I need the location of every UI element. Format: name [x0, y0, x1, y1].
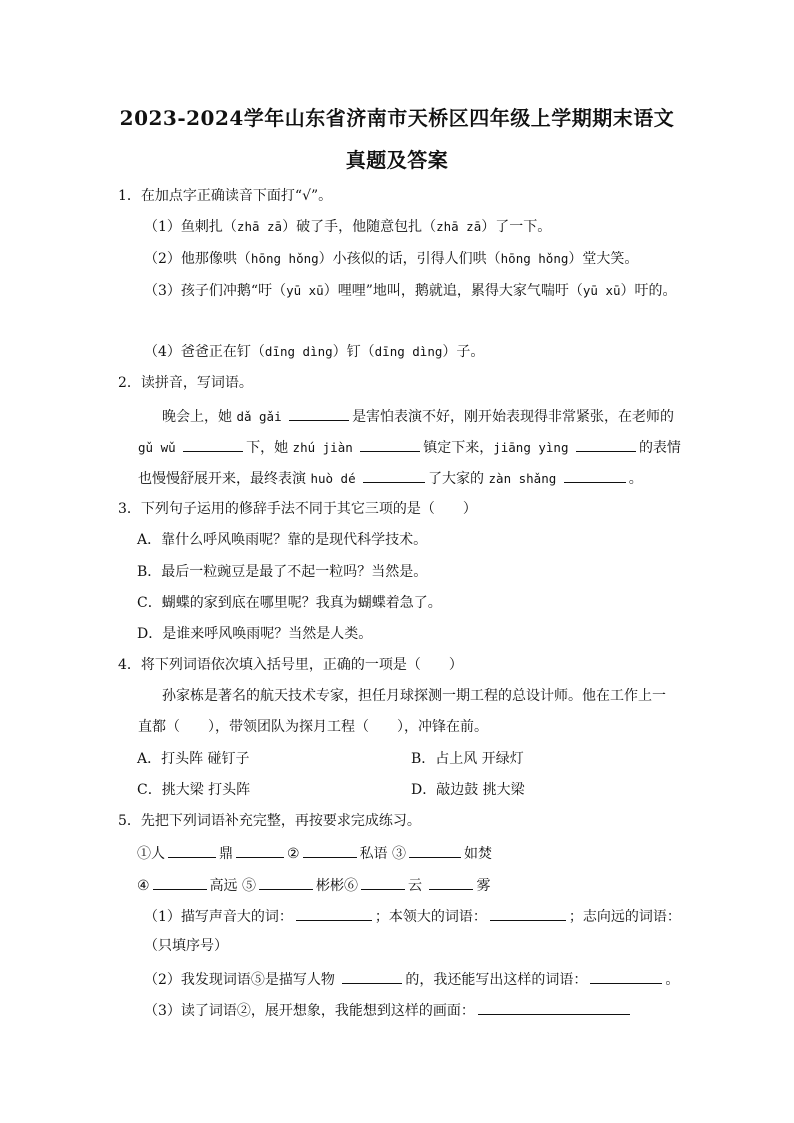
word-text: 雾 — [476, 878, 491, 894]
question-4-option-a[interactable]: A．打头阵 碰钉子 — [137, 751, 250, 767]
question-5-sub-1 — [144, 905, 681, 927]
question-3-option-c[interactable]: C．蝴蝶的家到底在哪里呢？我真为蝴蝶着急了。 — [137, 595, 442, 611]
word-text: 高远 — [209, 878, 238, 894]
passage-text: 晚会上，她 — [162, 409, 237, 425]
word-text: ③ — [392, 846, 407, 862]
word-text: 如焚 — [464, 846, 493, 862]
question-3-option-b[interactable]: B．最后一粒豌豆是最了不起一粒吗？当然是。 — [137, 564, 428, 580]
answer-blank[interactable] — [361, 874, 405, 890]
item-text: （4）爸爸正在钉（ — [144, 344, 265, 360]
answer-blank[interactable] — [590, 968, 662, 984]
question-1-item-1 — [144, 217, 551, 237]
question-1-item-3 — [144, 281, 677, 301]
pinyin-prompt: gǔ wǔ — [138, 440, 176, 455]
item-text: ）子。 — [442, 344, 485, 360]
passage-text: 下，她 — [246, 440, 293, 456]
pinyin-choice: zhā zā — [236, 219, 283, 234]
passage-text: 镇定下来， — [423, 440, 494, 456]
answer-blank[interactable] — [342, 968, 402, 984]
item-text: （3）孩子们冲鹅“吁（ — [144, 283, 287, 299]
question-2-line-1 — [162, 405, 674, 427]
question-4-stem: 4．将下列词语依次填入括号里，正确的一项是（ ） — [118, 657, 463, 673]
answer-blank[interactable] — [490, 905, 566, 921]
word-text: ①人 — [137, 846, 165, 862]
passage-text: 。 — [628, 471, 643, 487]
document-title-line-1: 2023-2024学年山东省济南市天桥区四年级上学期期末语文 — [119, 106, 675, 130]
pinyin-choice: hōng hǒng — [500, 251, 569, 266]
item-text: ）堂大笑。 — [568, 251, 639, 267]
sub-text: （2）我发现词语⑤是描写人物 — [144, 972, 340, 988]
sub-text: （1）描写声音大的词： — [144, 909, 293, 925]
question-5-sub-3 — [144, 999, 633, 1021]
pinyin-choice: zhā zā — [436, 219, 482, 234]
question-4-option-b[interactable]: B．占上风 开绿灯 — [411, 751, 524, 767]
item-text: （2）他那像哄（ — [144, 251, 251, 267]
pinyin-choice: yū xū — [582, 283, 621, 298]
pinyin-choice: yū xū — [286, 283, 324, 298]
sub-text: 的，我还能写出这样的词语： — [405, 972, 588, 988]
pinyin-choice: hōng hǒng — [250, 251, 319, 266]
pinyin-prompt: zàn shǎng — [488, 471, 557, 486]
pinyin-prompt: huò dé — [310, 471, 356, 486]
answer-blank[interactable] — [576, 436, 636, 452]
question-4-passage-line-2: 直都（ ），带领团队为探月工程（ ），冲锋在前。 — [138, 719, 488, 735]
passage-text: 的表情 — [638, 440, 681, 456]
answer-blank[interactable] — [363, 467, 425, 483]
item-text: ）小孩似的话，引得人们哄（ — [318, 251, 501, 267]
answer-blank[interactable] — [236, 842, 284, 858]
question-3-option-d[interactable]: D．是谁来呼风唤雨呢？当然是人类。 — [137, 626, 373, 642]
item-text: ）吁的。 — [620, 283, 677, 299]
pinyin-choice: dīng dìng — [264, 344, 333, 359]
item-text: （1）鱼刺扎（ — [144, 219, 237, 235]
answer-blank[interactable] — [478, 999, 630, 1015]
question-2-line-2 — [138, 436, 681, 458]
question-1-item-4 — [144, 342, 484, 362]
pinyin-choice: dīng dìng — [374, 344, 443, 359]
item-text: ）哩哩”地叫，鹅就追，累得大家气喘吁（ — [323, 283, 583, 299]
answer-blank[interactable] — [296, 905, 372, 921]
passage-text: 也慢慢舒展开来，最终表演 — [138, 471, 311, 487]
question-5-stem: 5．先把下列词语补充完整，再按要求完成练习。 — [118, 813, 421, 829]
answer-blank[interactable] — [303, 842, 357, 858]
word-text: ⑥ — [344, 878, 359, 894]
answer-blank[interactable] — [183, 436, 243, 452]
question-5-words-row-1 — [137, 842, 492, 864]
word-text: ④ — [137, 878, 150, 894]
question-2-stem: 2．读拼音，写词语。 — [118, 375, 253, 391]
answer-blank[interactable] — [429, 874, 473, 890]
question-4-option-c[interactable]: C．挑大梁 打头阵 — [137, 782, 251, 798]
word-text: 私语 — [359, 846, 388, 862]
question-5-sub-2 — [144, 968, 679, 990]
answer-blank[interactable] — [153, 874, 207, 890]
answer-blank[interactable] — [564, 467, 626, 483]
passage-text: 了大家的 — [428, 471, 489, 487]
sub-text: 。 — [665, 972, 680, 988]
item-text: ）钉（ — [332, 344, 375, 360]
item-text: ）破了手，他随意包扎（ — [282, 219, 437, 235]
word-text: ② — [287, 846, 300, 862]
word-text: ⑤ — [242, 878, 257, 894]
answer-blank[interactable] — [289, 405, 349, 421]
answer-blank[interactable] — [259, 874, 313, 890]
question-3-stem: 3．下列句子运用的修辞手法不同于其它三项的是（ ） — [118, 501, 477, 517]
document-title-line-2: 真题及答案 — [345, 148, 449, 172]
question-3-option-a[interactable]: A．靠什么呼风唤雨呢？靠的是现代科学技术。 — [137, 532, 428, 548]
question-4-passage-line-1: 孙家栋是著名的航天技术专家，担任月球探测一期工程的总设计师。他在工作上一 — [162, 688, 666, 704]
answer-blank[interactable] — [409, 842, 461, 858]
passage-text: 是害怕表演不好，刚开始表现得非常紧张，在老师的 — [352, 409, 675, 425]
word-text: 鼎 — [219, 846, 233, 862]
question-4-option-d[interactable]: D．敲边鼓 挑大梁 — [411, 782, 525, 798]
question-1-item-2 — [144, 249, 638, 269]
sub-text: ；志向远的词语： — [568, 909, 681, 925]
pinyin-prompt: dǎ gǎi — [236, 409, 282, 424]
pinyin-prompt: jiāng yìng — [493, 440, 569, 455]
question-5-words-row-2 — [137, 874, 490, 896]
answer-blank[interactable] — [360, 436, 420, 452]
word-text: 云 — [408, 878, 423, 894]
sub-text: ；本领大的词语： — [374, 909, 487, 925]
sub-text: （3）读了词语②，展开想象，我能想到这样的画面： — [144, 1003, 475, 1019]
question-1-stem: 1．在加点字正确读音下面打“√”。 — [118, 188, 333, 204]
question-5-sub-1-note: （只填序号） — [144, 938, 228, 954]
word-text: 彬彬 — [316, 878, 345, 894]
item-text: ）了一下。 — [481, 219, 552, 235]
question-2-line-3 — [138, 467, 643, 489]
pinyin-prompt: zhú jiàn — [292, 440, 353, 455]
answer-blank[interactable] — [168, 842, 216, 858]
